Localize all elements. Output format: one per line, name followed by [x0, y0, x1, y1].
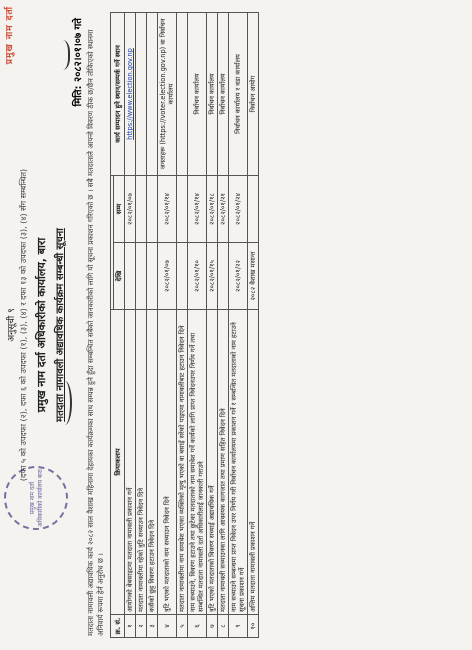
annex-label: अनुसूची ९: [7, 308, 17, 342]
header-sn: क्र. सं.: [111, 615, 125, 638]
red-stamp-text: प्रमुख नाम दर्ता: [5, 6, 15, 65]
cell-from: [147, 243, 158, 310]
cell-to: [136, 176, 147, 243]
cell-sn: ६: [188, 615, 207, 638]
cell-activity: मतदाता नामावलीमा नाम समावेश भएका व्यक्तिको मृत्यु भएको वा बसाइँ सरेको पाइएमा नामावलीबाट हटाउन निवेदन दिने: [177, 310, 188, 615]
cell-sn: १०: [248, 615, 259, 638]
cell-from: २०८२/०१/१०: [188, 243, 207, 310]
cell-to: २०८२/०१/०७: [125, 176, 136, 243]
cell-place[interactable]: https://www.election.gov.np: [125, 13, 136, 176]
table-row: [218, 13, 229, 638]
cell-place: निर्वाचन कार्यालय: [207, 13, 218, 176]
cell-activity: नाम सच्याउने, विवरण हटाउने तथा छुटेका मतदाताको नाम समावेश गर्ने कार्यको लागि प्राप्त निवेदनउपर निर्णय गर्ने तथा सम्बन्धित मतदाता नामावली दर्ता अधिकारीलाई जानकारी गराउने: [188, 310, 207, 615]
cell-from: २०८२/०१/०७: [158, 243, 177, 310]
table-row: [188, 13, 207, 638]
cell-to: २०८२/०१/२१: [218, 176, 229, 243]
header-to: सम्म: [114, 176, 125, 243]
cell-sn: ८: [218, 615, 229, 638]
cell-place: [136, 13, 147, 176]
notice-date: मिति: २०८२।०१।०७ गते: [73, 18, 84, 107]
cell-sn: ९: [229, 615, 248, 638]
table-row: [177, 13, 188, 638]
cell-sn: ७: [207, 615, 218, 638]
cell-sn: ३: [147, 615, 158, 638]
cell-sn: १: [125, 615, 136, 638]
table-row: [207, 13, 218, 638]
intro-paragraph: मतदाता नामावली अद्यावधिक कार्य २०८२ साल वैशाख महिनामा देहायका कार्यक्रमका साथ सम्पन्न हुने हुँदा सम्बन्धित सबैको जानकारीको लागि यो सूचना प्रकाशन गरिएको छ । सबै मतदाताले आफ्नो विवरण ठीक छ/छैन तोकिएको स्थानमा अनिवार्य रूपमा हेर्न अनुरोध छ ।: [86, 29, 105, 636]
cell-activity: नाम सच्याउने सम्बन्धमा प्राप्त निवेदन उपर निर्णय गरी निर्वाचन कार्यालयमा प्रकाशन गर्ने र सम्बन्धित मतदाताको नाम हटाउने सूचना प्रकाशन गर्ने: [229, 310, 248, 615]
cell-activity: आयोगको वेबसाइटमा मतदाता नामावली प्रकाशन गर्ने: [125, 310, 136, 615]
cell-to: [177, 176, 188, 243]
table-row: [229, 13, 248, 638]
cell-sn: ४: [158, 615, 177, 638]
table-row: [147, 13, 158, 638]
cell-from: [136, 243, 147, 310]
cell-to: [147, 176, 158, 243]
header-activity: क्रियाकलाप: [111, 310, 125, 615]
cell-from: [177, 243, 188, 310]
cell-from: [218, 243, 229, 310]
table-row: [158, 13, 177, 638]
office-title: प्रमुख नाम दर्ता अधिकारीको कार्यालय, बारा: [35, 237, 48, 413]
table-row: [136, 13, 147, 638]
cell-activity: मतदाता नामावलीमा रहेको त्रुटि सच्याउन निवेदन दिने: [136, 310, 147, 615]
cell-activity: कसैको छुट्ट विवरण हटाउन निवेदन दिने: [147, 310, 158, 615]
cell-from: [125, 243, 136, 310]
cell-place: जनताहरू (https://voter.election.gov.np) वा निर्वाचन कार्यालय: [158, 13, 177, 176]
cell-place: निर्वाचन आयोग: [248, 13, 259, 176]
cell-to: [248, 176, 259, 243]
cell-from: २०८२/०१/२२: [229, 243, 248, 310]
cell-to: २०८२/०१/२४: [229, 176, 248, 243]
cell-place: [177, 13, 188, 176]
seal-text: प्रमुख नाम दर्ता अधिकारीको कार्यालय बारा: [29, 469, 44, 527]
schedule-table: [110, 12, 259, 638]
cell-to: २०८२/०१/१४: [158, 176, 177, 243]
header-from: देखि: [114, 243, 125, 310]
header-place: कार्य सम्पादन हुने स्थान/सम्पर्क गर्ने स्थान: [111, 13, 125, 176]
cell-place: निर्वाचन कार्यालय र वडा कार्यालय: [229, 13, 248, 176]
table-row: [248, 13, 259, 638]
cell-sn: ५: [177, 615, 188, 638]
cell-to: २०८२/०१/१८: [207, 176, 218, 243]
table-row: [125, 13, 136, 638]
cell-activity: त्रुटि भएको मतदाताको नाम सच्याउन निवेदन दिने: [158, 310, 177, 615]
table-header-row: [111, 13, 114, 638]
cell-place: निर्वाचन कार्यालय: [218, 13, 229, 176]
notice-title: मतदाता नामावली अद्यावधिक कार्यक्रम सम्बन्धी सूचना: [55, 228, 66, 422]
cell-activity: अन्तिम मतदाता नामावली प्रकाशन गर्ने: [248, 310, 259, 615]
cell-activity: त्रुटि भएको मतदाताको विवरण सच्याई अद्यावधिक गर्ने: [207, 310, 218, 615]
cell-from: २०८२ वैशाख मसान्त: [248, 243, 259, 310]
cell-from: २०८२/०१/१५: [207, 243, 218, 310]
cell-activity: मतदाता नामावली सच्याउनका लागि आवश्यक कागजात तथा प्रमाण सहित निवेदन दिने: [218, 310, 229, 615]
cell-place: [147, 13, 158, 176]
cell-place: निर्वाचन कार्यालय: [188, 13, 207, 176]
cell-to: २०८२/०१/१४: [188, 176, 207, 243]
rule-reference: (दफा ५ को उपदफा (२), दफा ६ को उपदफा (१), (३), (४) र दफा १३ को उपदफा (३), (४) सँग सम्बन्धित): [19, 168, 28, 482]
cell-sn: २: [136, 615, 147, 638]
